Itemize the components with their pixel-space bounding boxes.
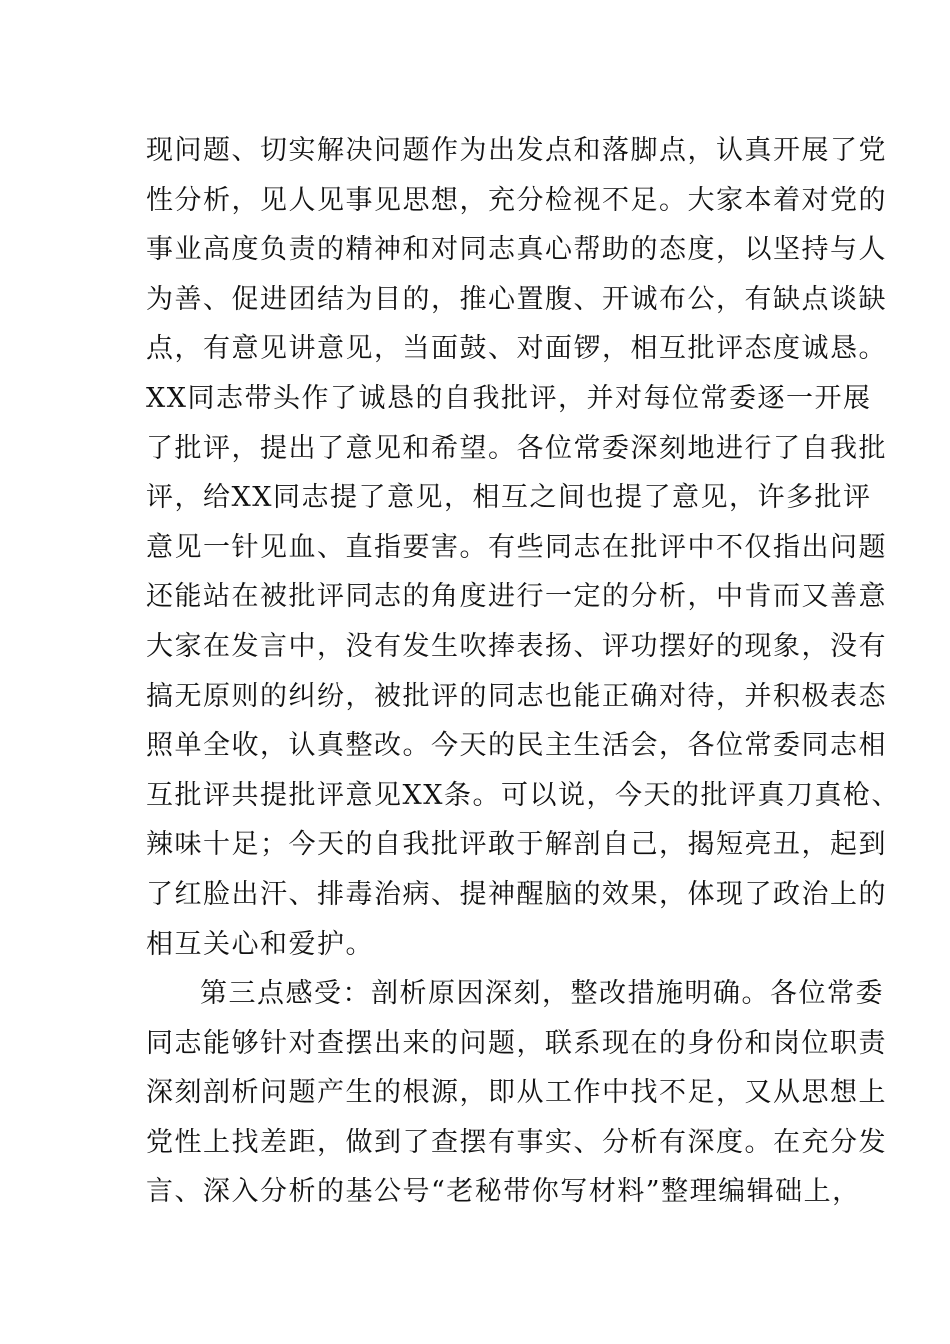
text-line: 为善、促进团结为目的，推心置腹、开诚布公，有缺点谈缺 <box>146 283 887 315</box>
text-line: 深刻剖析问题产生的根源，即从工作中找不足，又从思想上 <box>146 1077 887 1109</box>
text-line: 现问题、切实解决问题作为出发点和落脚点，认真开展了党 <box>146 135 887 166</box>
text-line: 性分析，见人见事见思想，充分检视不足。大家本着对党的 <box>146 184 887 216</box>
text-line: 事业高度负责的精神和对同志真心帮助的态度，以坚持与人 <box>146 234 887 266</box>
text-line: 照单全收，认真整改。今天的民主生活会，各位常委同志相 <box>146 730 887 762</box>
text-line: 同志能够针对查摆出来的问题，联系现在的身份和岗位职责 <box>146 1027 887 1059</box>
text-line: 党性上找差距，做到了查摆有事实、分析有深度。在充分发 <box>146 1126 887 1158</box>
text-line: 言、深入分析的基公号“老秘带你写材料”整理编辑础上， <box>146 1176 861 1208</box>
text-line: 评，给XX同志提了意见，相互之间也提了意见，许多批评 <box>146 482 872 514</box>
text-line: 意见一针见血、直指要害。有些同志在批评中不仅指出问题 <box>146 531 887 563</box>
text-line: 大家在发言中，没有发生吹捧表扬、评功摆好的现象，没有 <box>146 630 887 662</box>
text-line: 了红脸出汗、排毒治病、提神醒脑的效果，体现了政治上的 <box>146 878 887 910</box>
text-line: 辣味十足；今天的自我批评敢于解剖自己，揭短亮丑，起到 <box>146 829 887 861</box>
text-line: 还能站在被批评同志的角度进行一定的分析，中肯而又善意 <box>146 581 887 613</box>
paragraph-heading-line: 第三点感受：剖析原因深刻，整改措施明确。各位常委 <box>200 978 884 1010</box>
text-line: 搞无原则的纠纷，被批评的同志也能正确对待，并积极表态 <box>146 680 887 712</box>
text-line: 了批评，提出了意见和希望。各位常委深刻地进行了自我批 <box>146 432 887 464</box>
text-line: XX同志带头作了诚恳的自我批评，并对每位常委逐一开展 <box>146 382 872 414</box>
text-line: 点，有意见讲意见，当面鼓、对面锣，相互批评态度诚恳。 <box>146 333 887 365</box>
document-body <box>146 126 900 1217</box>
text-line: 相互关心和爱护。 <box>146 928 374 960</box>
text-line: 互批评共提批评意见XX条。可以说，今天的批评真刀真枪、 <box>146 779 900 811</box>
